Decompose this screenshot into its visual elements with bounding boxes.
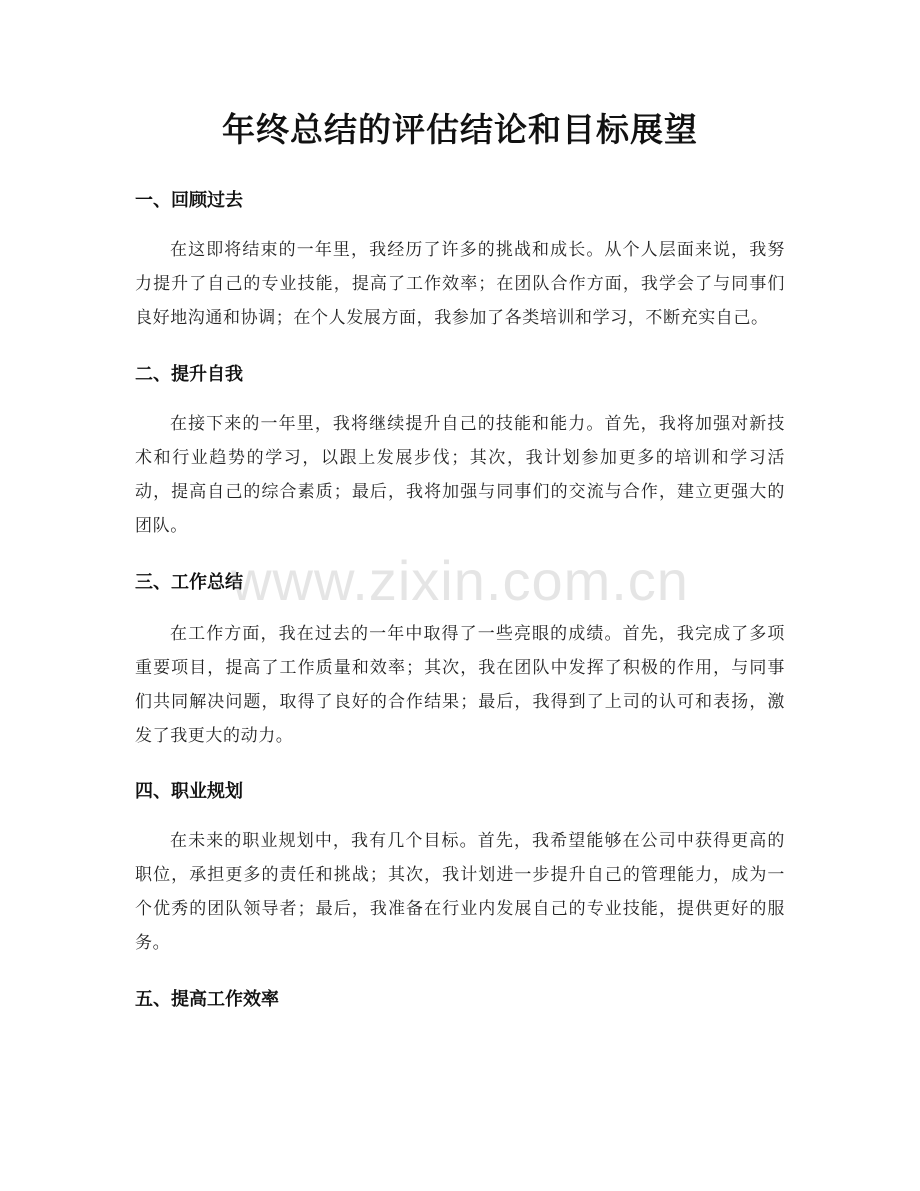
watermark-text: www.zixin.com.cn — [231, 549, 689, 612]
section-paragraph-4: 在未来的职业规划中，我有几个目标。首先，我希望能够在公司中获得更高的职位，承担更多的责任和挑战；其次，我计划进一步提升自己的管理能力，成为一个优秀的团队领导者；最后，我准备在行业内发展自己的专业技能，提供更好的服务。 — [135, 831, 785, 953]
section-paragraph-2: 在接下来的一年里，我将继续提升自己的技能和能力。首先，我将加强对新技术和行业趋势的学习，以跟上发展步伐；其次，我计划参加更多的培训和学习活动，提高自己的综合素质；最后，我将加强与同事们的交流与合作，建立更强大的团队。 — [135, 414, 785, 536]
document-title: 年终总结的评估结论和目标展望 — [222, 110, 698, 149]
section-heading-2: 二、提升自我 — [135, 364, 243, 385]
section-heading-5: 五、提高工作效率 — [135, 989, 279, 1010]
section-heading-3: 三、工作总结 — [135, 572, 243, 593]
section-heading-4: 四、职业规划 — [135, 781, 243, 802]
section-paragraph-3: 在工作方面，我在过去的一年中取得了一些亮眼的成绩。首先，我完成了多项重要项目，提高了工作质量和效率；其次，我在团队中发挥了积极的作用，与同事们共同解决问题，取得了良好的合作结果；最后，我得到了上司的认可和表扬，激发了我更大的动力。 — [135, 624, 785, 746]
section-heading-1: 一、回顾过去 — [135, 190, 243, 211]
section-paragraph-1: 在这即将结束的一年里，我经历了许多的挑战和成长。从个人层面来说，我努力提升了自己的专业技能，提高了工作效率；在团队合作方面，我学会了与同事们良好地沟通和协调；在个人发展方面，我参加了各类培训和学习，不断充实自己。 — [135, 240, 785, 328]
